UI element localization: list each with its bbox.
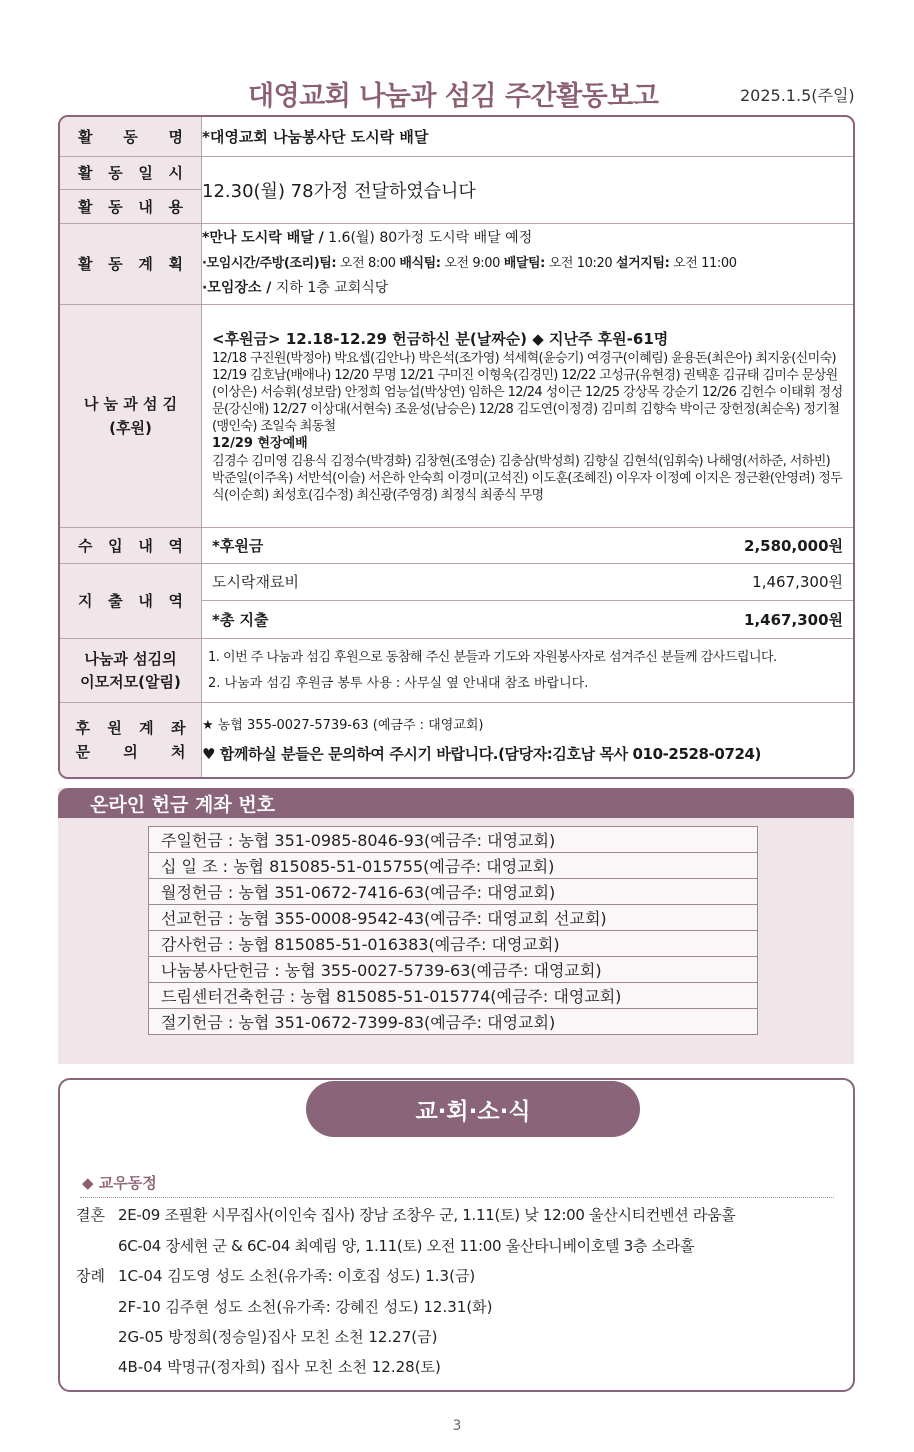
row-label: 지 출 내 역 [78, 592, 183, 611]
row-label: 후 원 계 좌 [75, 719, 186, 738]
online-offering-section [58, 788, 854, 1064]
onsite-heading: 12/29 현장예배 [212, 435, 308, 451]
contact-info: ♥ 함께하실 분들은 문의하여 주시기 바랍니다.(담당자:김호남 목사 010-2528-0724) [202, 745, 762, 764]
account-item: 나눔봉사단헌금 : 농협 355-0027-5739-63(예금주: 대영교회) [149, 957, 758, 983]
page-title: 대영교회 나눔과 섬김 주간활동보고 [248, 81, 659, 112]
account-item: 선교헌금 : 농협 355-0008-9542-43(예금주: 대영교회 선교회) [149, 905, 758, 931]
news-item: 1C-04 김도영 성도 소천(유가족: 이호집 성도) 1.3(금) [118, 1267, 476, 1285]
row-label: 문 의 처 [75, 743, 186, 762]
online-offering-header [58, 788, 854, 818]
label-activity-date-content [60, 156, 202, 223]
news-item: 2G-05 방정희(정승일)집사 모친 소천 12.27(금) [118, 1328, 438, 1346]
income-row: *후원금 2,580,000원 [202, 527, 854, 563]
row-label: 수 입 내 역 [78, 536, 183, 555]
donor-list [202, 305, 854, 528]
label-plan [60, 223, 202, 304]
account-item: 절기헌금 : 농협 351-0672-7399-83(예금주: 대영교회) [149, 1009, 758, 1035]
news-item: 4B-04 박명규(정자희) 집사 모친 소천 12.28(토) [118, 1358, 441, 1376]
expense-amount: 1,467,300원 [752, 573, 843, 592]
account-item: 드림센터건축헌금 : 농협 815085-51-015774(예금주: 대영교회) [149, 983, 758, 1009]
row-label: 활 동 내 용 [78, 197, 183, 216]
onsite-names: 김경수 김미영 김용식 김정수(박경화) 김창현(조영순) 김충삼(박성희) 김향실 김현석(임휘숙) 나해영(서하준, 서하빈) 박준일(이주옥) 서반석(이슬) 서은하 안숙희 이경미(고석진) 이도훈(조혜진) 이우자 이정예 이지은 정근환(안영려) 정두식(이순희) 최성호(김수정) 최신광(주영경) 최정식 최종식 무명 [212, 453, 843, 503]
expense-total-amount: 1,467,300원 [744, 610, 843, 629]
label-activity-name [60, 117, 202, 156]
account-list [148, 826, 758, 1035]
activity-description: 12.30(월) 78가정 전달하였습니다 [202, 156, 854, 223]
news-item: 2F-10 김주현 성도 소천(유가족: 강혜진 성도) 12.31(화) [118, 1298, 493, 1316]
account-item: 주일헌금 : 농협 351-0985-8046-93(예금주: 대영교회) [149, 827, 758, 853]
account-item: 월정헌금 : 농협 351-0672-7416-63(예금주: 대영교회) [149, 879, 758, 905]
activity-plan: *만나 도시락 배달 / 1.6(월) 80가정 도시락 배달 예정 ·모임시간/주방(조리)팀: 오전 8:00 배식팀: 오전 9:00 배달팀: 오전 10:20 설거지팀: 오전 11:00 ·모임장소 / 지하 1층 교회식당 [202, 223, 854, 304]
label-account [60, 703, 202, 777]
donation-account: ★ 농협 355-0027-5739-63 (예금주 : 대영교회) [202, 718, 484, 734]
activity-report-table [58, 115, 855, 779]
label-income [60, 527, 202, 563]
news-item: 2E-09 조필환 시무집사(이인숙 집사) 장남 조창우 군, 1.11(토) 낮 12:00 울산시티컨벤션 라움홀 [118, 1206, 736, 1224]
income-amount: 2,580,000원 [744, 536, 843, 555]
row-label: 활 동 일 시 [78, 164, 183, 183]
wedding-label: 결혼 [76, 1206, 105, 1224]
activity-name: *대영교회 나눔봉사단 도시락 배달 [202, 127, 429, 146]
donor-heading: <후원금> 12.18-12.29 헌금하신 분(날짜순) ◆ 지난주 후원-61명 [212, 329, 669, 348]
notices: 1. 이번 주 나눔과 섬김 후원으로 동참해 주신 분들과 기도와 자원봉사자로 섬겨주신 분들께 감사드립니다. 2. 나눔과 섬김 후원금 봉투 사용 : 사무실 옆 안내대 참조 바랍니다. [202, 639, 854, 703]
dotted-divider [80, 1197, 834, 1198]
row-label: 활 동 명 [78, 127, 183, 146]
account-item: 십 일 조 : 농협 815085-51-015755(예금주: 대영교회) [149, 853, 758, 879]
row-label: 활 동 계 획 [78, 255, 183, 274]
expense-rows: 도시락재료비 1,467,300원 *총 지출 1,467,300원 [202, 563, 854, 638]
donor-names: 12/18 구진원(박정아) 박요셉(김안나) 박은석(조가영) 석세혁(윤승기) 여경구(이혜림) 윤용돈(최은아) 최지웅(신미숙) 12/19 김호남(배애나) 12/20 무명 12/21 구미진 이형욱(김경민) 12/22 고성규(유현경) 권택훈 김규태 김미수 문상원(이상은) 서승휘(성보람) 안정희 엄능섭(박상연) 임하은 12/24 성이근 12/25 강상목 강순기 12/26 김헌수 이태휘 정성문(강신애) 12/27 이상대(서현숙) 조윤성(남승은) 12/28 김도연(이정경) 김미희 김향숙 박이근 장헌정(최순옥) 정기철(맹인숙) 조일숙 최동철 [212, 350, 843, 434]
label-sharing: 나 눔 과 섬 김 (후원) [60, 305, 202, 528]
label-notice: 나눔과 섬김의 이모저모(알림) [60, 639, 202, 703]
account-contact [202, 703, 854, 777]
funeral-label: 장례 [76, 1267, 105, 1285]
online-offering-title: 온라인 헌금 계좌 번호 [90, 794, 276, 816]
account-item: 감사헌금 : 농협 815085-51-016383(예금주: 대영교회) [149, 931, 758, 957]
label-expense [60, 563, 202, 638]
news-item: 6C-04 장세현 군 & 6C-04 최예림 양, 1.11(토) 오전 11:00 울산타니베이호텔 3층 소라홀 [118, 1237, 695, 1255]
report-date: 2025.1.5(주일) [740, 86, 855, 105]
member-news-heading: ◆ 교우동정 [82, 1174, 157, 1192]
page-number: 3 [452, 1418, 462, 1434]
church-news-section [58, 1078, 855, 1392]
church-news-title: 교·회·소·식 [306, 1081, 640, 1137]
